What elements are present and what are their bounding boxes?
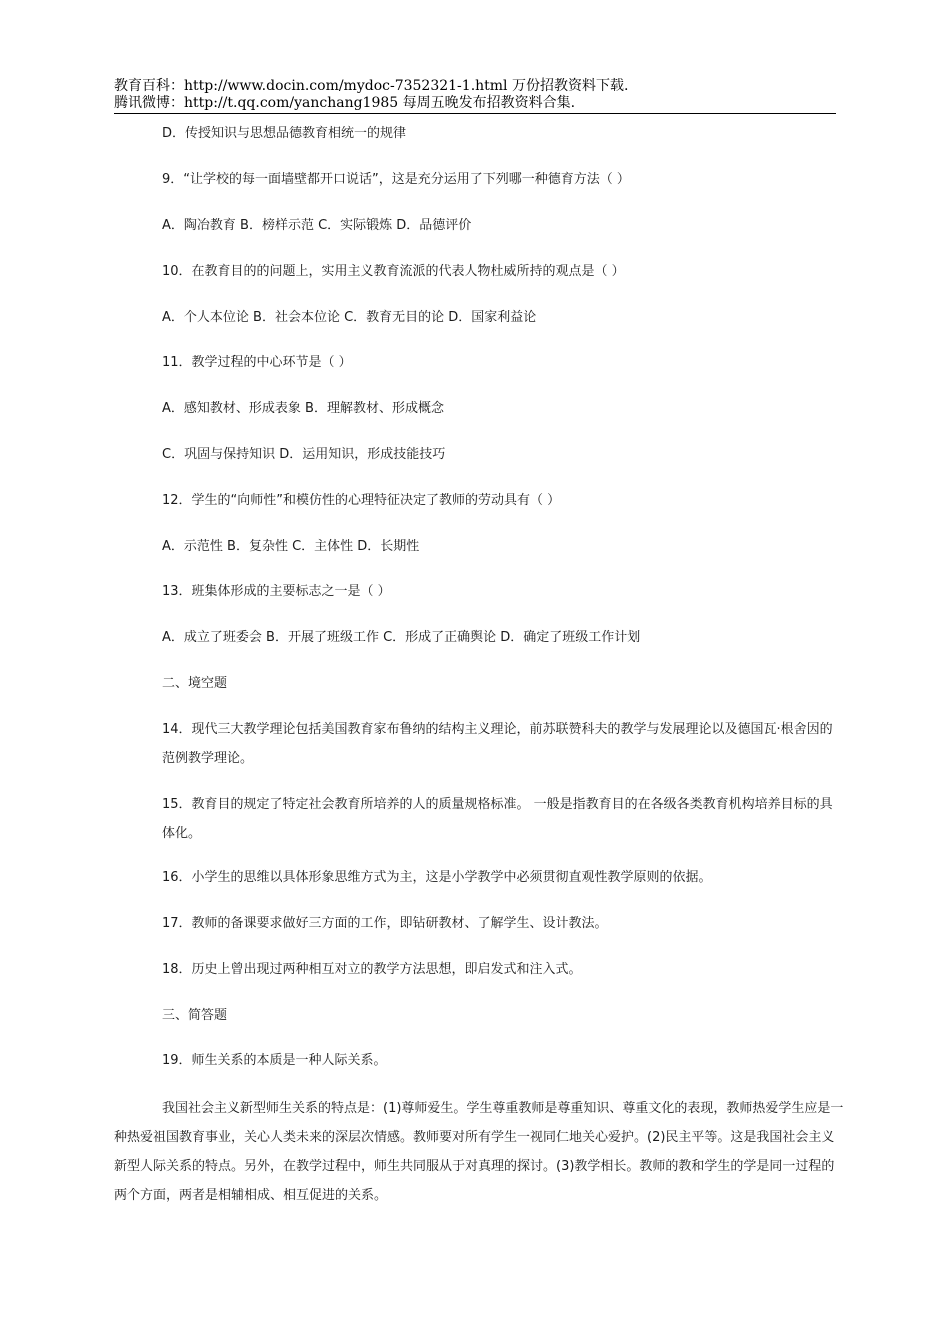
question-12: 12．学生的“向师性”和模仿性的心理特征决定了教师的劳动具有（ ） [162,493,561,508]
answer-18: 18．历史上曾出现过两种相互对立的教学方法思想，即启发式和注入式。 [162,962,582,977]
options-12: A．示范性 B．复杂性 C．主体性 D．长期性 [162,539,420,554]
page-header [114,78,836,114]
header-line-docin: 教育百科：http://www.docin.com/mydoc-7352321-1.html 万份招教资料下载. [114,78,629,94]
answer-14: 14．现代三大教学理论包括美国教育家布鲁纳的结构主义理论，前苏联赞科夫的教学与发展理论以及德国瓦·根舍因的范例教学理论。 [162,722,833,766]
question-13: 13．班集体形成的主要标志之一是（ ） [162,584,391,599]
options-13: A．成立了班委会 B．开展了班级工作 C．形成了正确舆论 D．确定了班级工作计划 [162,630,641,645]
options-11-ab: A．感知教材、形成表象 B．理解教材、形成概念 [162,401,444,416]
question-10: 10．在教育目的的问题上，实用主义教育流派的代表人物杜威所持的观点是（ ） [162,264,625,279]
teacher-student-relationship-paragraph: 我国社会主义新型师生关系的特点是：(1)尊师爱生。学生尊重教师是尊重知识、尊重文化的表现，教师热爱学生应是一种热爱祖国教育事业，关心人类未来的深层次情感。教师要对所有学生一视同仁地关心爱护。(2)民主平等。这是我国社会主义新型人际关系的特点。另外，在教学过程中，师生共同服从于对真理的探讨。(3)教学相长。教师的教和学生的学是同一过程的两个方面，两者是相辅相成、相互促进的关系。 [114,1101,844,1203]
options-10: A．个人本位论 B．社会本位论 C．教育无目的论 D．国家利益论 [162,310,537,325]
options-9: A．陶冶教育 B．榜样示范 C．实际锻炼 D．品德评价 [162,218,472,233]
header-line-weibo: 腾讯微博：http://t.qq.com/yanchang1985 每周五晚发布招教资料合集. [114,95,576,111]
question-11: 11．教学过程的中心环节是（ ） [162,355,352,370]
section-fill-blank-heading: 二、境空题 [162,676,228,691]
question-9: 9．“让学校的每一面墙壁都开口说话”，这是充分运用了下列哪一种德育方法（ ） [162,172,630,187]
answer-19: 19．师生关系的本质是一种人际关系。 [162,1053,387,1068]
section-short-answer-heading: 三、简答题 [162,1008,228,1023]
answer-16: 16．小学生的思维以具体形象思维方式为主，这是小学教学中必须贯彻直观性教学原则的依据。 [162,870,712,885]
options-11-cd: C．巩固与保持知识 D．运用知识，形成技能技巧 [162,447,446,462]
answer-17: 17．教师的备课要求做好三方面的工作，即钻研教材、了解学生、设计教法。 [162,916,608,931]
option-line-d: D．传授知识与思想品德教育相统一的规律 [162,126,407,141]
answer-15: 15．教育目的规定了特定社会教育所培养的人的质量规格标准。 一般是指教育目的在各级各类教育机构培养目标的具体化。 [162,797,833,841]
